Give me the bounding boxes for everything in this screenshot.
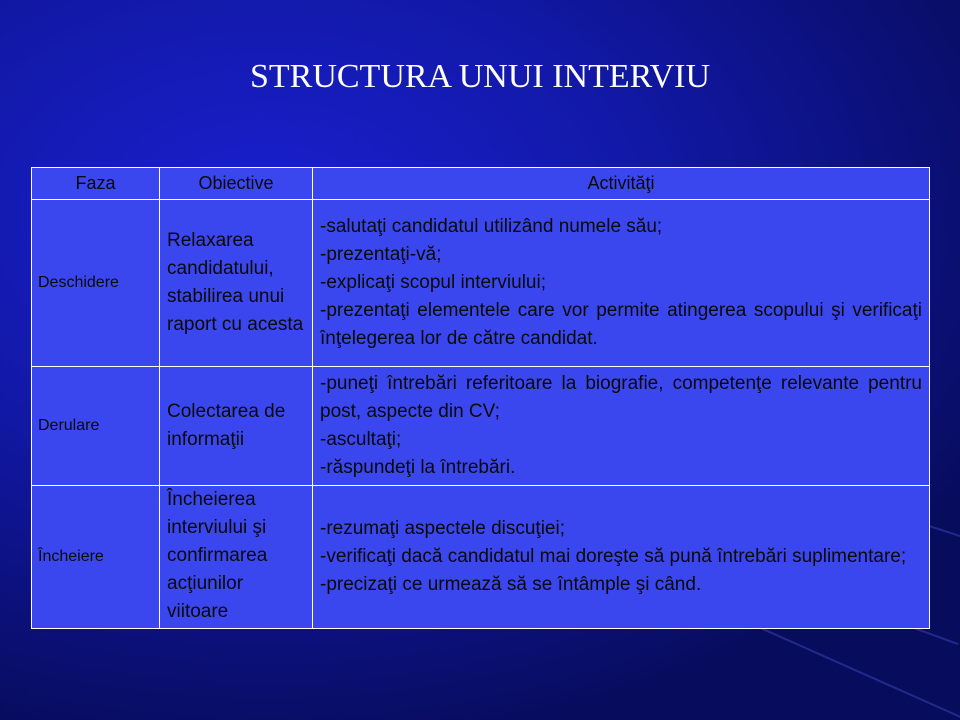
activity-item: -explicaţi scopul interviului;	[320, 272, 546, 293]
interview-structure-table	[31, 167, 930, 629]
activity-item: -ascultaţi;	[320, 429, 402, 450]
obiective-cell: Colectarea de informaţii	[160, 367, 313, 486]
faza-cell: Derulare	[32, 367, 160, 486]
column-header-obiective: Obiective	[160, 168, 313, 200]
faza-cell: Deschidere	[32, 200, 160, 367]
activity-item: -răspundeţi la întrebări.	[320, 457, 516, 478]
column-header-faza: Faza	[32, 168, 160, 200]
table-header-row	[32, 168, 930, 200]
table-row	[32, 367, 930, 486]
column-header-activitati: Activităţi	[313, 168, 930, 200]
activity-item: -precizaţi ce urmează să se întâmple şi când.	[320, 574, 702, 595]
activitati-cell	[313, 367, 930, 486]
obiective-cell: Încheierea interviului şi confirmarea acţiunilor viitoare	[160, 486, 313, 629]
activity-item: -rezumaţi aspectele discuţiei;	[320, 518, 565, 539]
activity-item: -salutaţi candidatul utilizând numele său;	[320, 216, 663, 237]
faza-cell: Încheiere	[32, 486, 160, 629]
activitati-cell	[313, 200, 930, 367]
activity-item: -prezentaţi-vă;	[320, 244, 442, 265]
slide-title: STRUCTURA UNUI INTERVIU	[249, 58, 711, 95]
obiective-cell: Relaxarea candidatului, stabilirea unui raport cu acesta	[160, 200, 313, 367]
activity-item: -prezentaţi elementele care vor permite atingerea scopului şi verificaţi înţelegerea lor de către candidat.	[320, 300, 922, 349]
activity-item: -verificaţi dacă candidatul mai doreşte să pună întrebări suplimentare;	[320, 546, 907, 567]
activity-item: -puneţi întrebări referitoare la biografie, competenţe relevante pentru post, aspecte din CV;	[320, 373, 922, 422]
activitati-cell	[313, 486, 930, 629]
table-row	[32, 486, 930, 629]
table-row	[32, 200, 930, 367]
